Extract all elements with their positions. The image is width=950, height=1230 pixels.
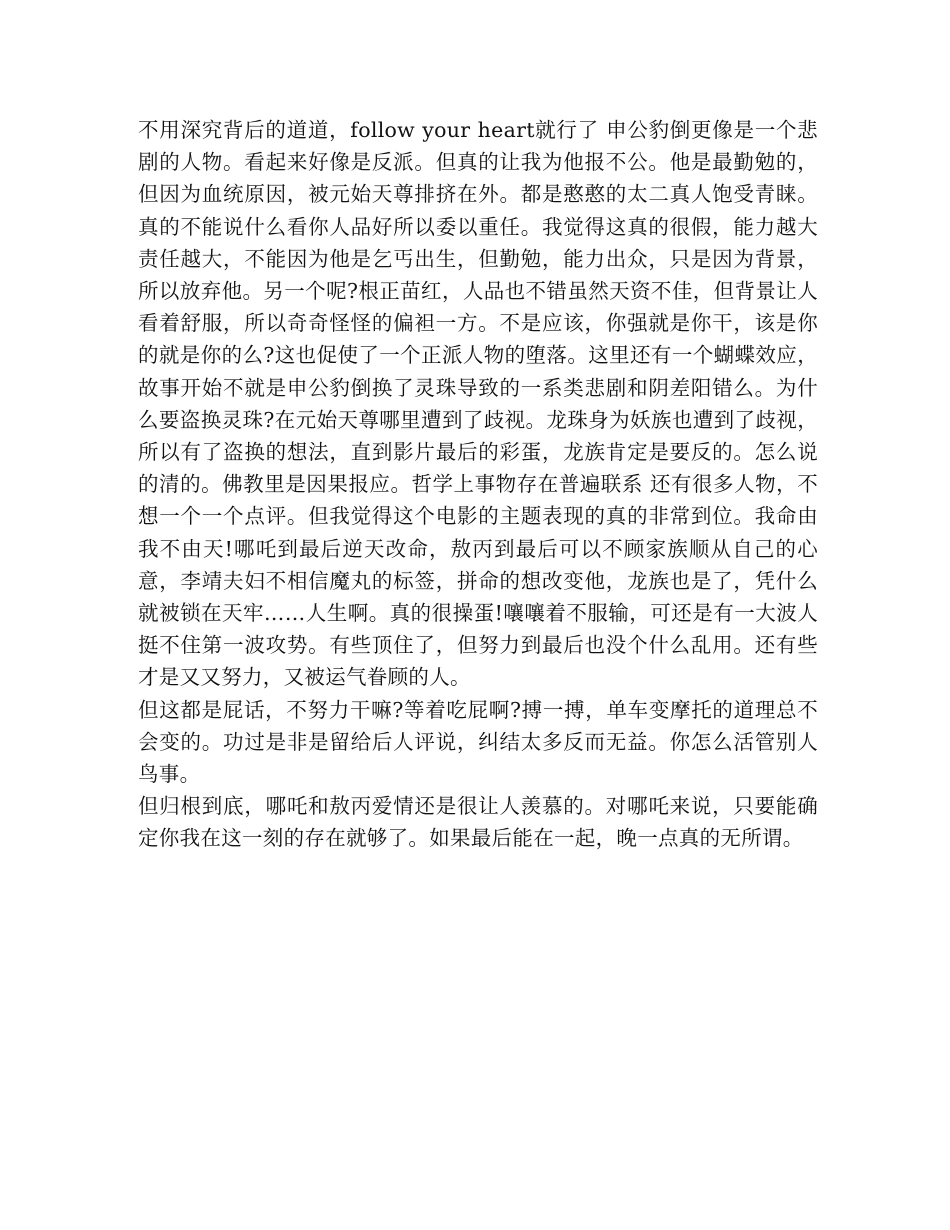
document-body (138, 114, 818, 855)
paragraph-2: 但这都是屁话，不努力干嘛?等着吃屁啊?搏一搏，单车变摩托的道理总不会变的。功过是非是留给后人评说，纠结太多反而无益。你怎么活管别人鸟事。 (138, 697, 818, 787)
paragraph-1: 不用深究背后的道道，follow your heart就行了 申公豹倒更像是一个悲剧的人物。看起来好像是反派。但真的让我为他报不公。他是最勤勉的，但因为血统原因，被元始天尊排挤在外。都是憨憨的太二真人饱受青睐。真的不能说什么看你人品好所以委以重任。我觉得这真的很假，能力越大责任越大，不能因为他是乞丐出生，但勤勉，能力出众，只是因为背景，所以放弃他。另一个呢?根正苗红，人品也不错虽然天资不佳，但背景让人看着舒服，所以奇奇怪怪的偏袒一方。不是应该，你强就是你干，该是你的就是你的么?这也促使了一个正派人物的堕落。这里还有一个蝴蝶效应，故事开始不就是申公豹倒换了灵珠导致的一系类悲剧和阴差阳错么。为什么要盗换灵珠?在元始天尊哪里遭到了歧视。龙珠身为妖族也遭到了歧视，所以有了盗换的想法，直到影片最后的彩蛋，龙族肯定是要反的。怎么说的清的。佛教里是因果报应。哲学上事物存在普遍联系 还有很多人物，不想一个一个点评。但我觉得这个电影的主题表现的真的非常到位。我命由我不由天!哪吒到最后逆天改命，敖丙到最后可以不顾家族顺从自己的心意，李靖夫妇不相信魔丸的标签，拼命的想改变他，龙族也是了，凭什么就被锁在天牢……人生啊。真的很操蛋!嚷嚷着不服输，可还是有一大波人挺不住第一波攻势。有些顶住了，但努力到最后也没个什么乱用。还有些才是又又努力，又被运气眷顾的人。 (138, 118, 818, 690)
paragraph-3: 但归根到底，哪吒和敖丙爱情还是很让人羡慕的。对哪吒来说，只要能确定你我在这一刻的存在就够了。如果最后能在一起，晚一点真的无所谓。 (138, 794, 818, 851)
